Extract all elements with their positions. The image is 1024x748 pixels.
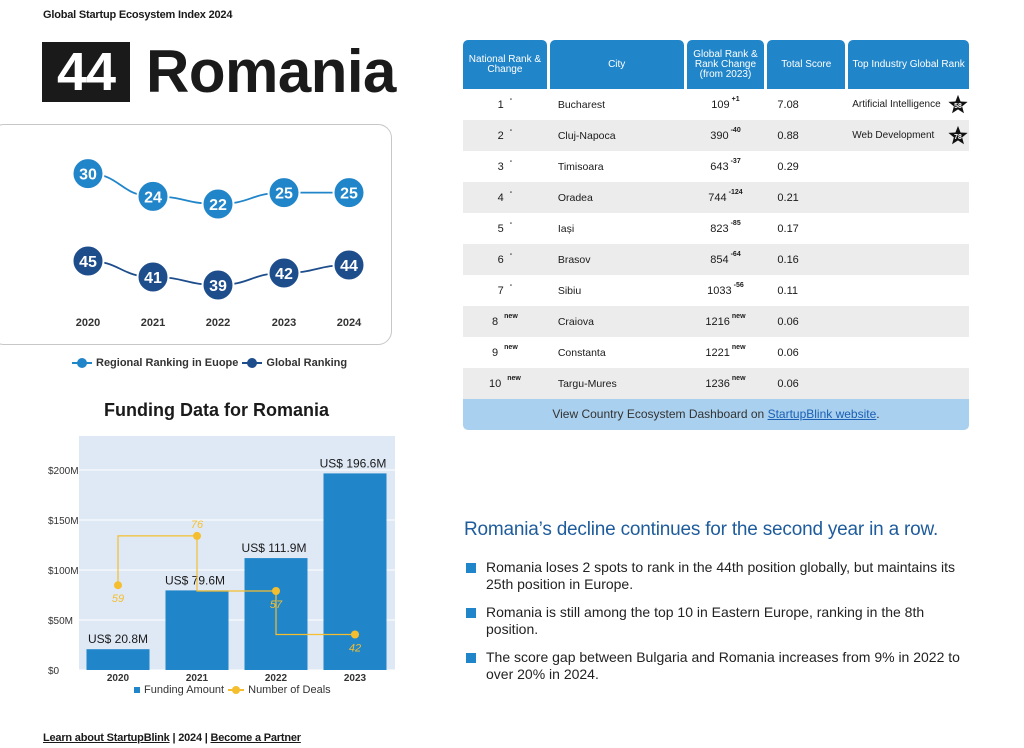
table-body <box>463 89 969 399</box>
funding-amount-legend-label: Funding Amount <box>144 684 225 696</box>
national-rank-change: - <box>509 250 513 258</box>
city-cell: Bucharest <box>557 98 606 111</box>
dashboard-link-bar <box>463 399 969 430</box>
global-rank: 109 <box>711 98 730 111</box>
funding-bar-label: US$ 79.6M <box>164 573 226 588</box>
footer-separator: | <box>204 732 208 744</box>
summary-bullets <box>466 559 966 694</box>
national-rank-cell <box>463 219 547 235</box>
global-rank-change: +1 <box>731 95 740 103</box>
global-ranking-label: 41 <box>144 270 162 287</box>
ranking-year-label: 2022 <box>205 317 231 329</box>
city-cell: Constanta <box>557 346 606 359</box>
national-rank-change: - <box>509 157 513 165</box>
city-cell: Brasov <box>557 253 591 266</box>
national-rank-cell <box>463 157 547 173</box>
col-total-score: Total Score <box>767 40 845 89</box>
global-rank: 1216 <box>705 315 730 328</box>
national-rank: 9 <box>492 346 499 359</box>
total-score-cell: 7.08 <box>777 98 799 111</box>
deals-point <box>351 631 359 639</box>
city-cell: Sibiu <box>557 284 582 297</box>
national-rank: 3 <box>497 160 504 173</box>
top-industry-name: Artificial Intelligence <box>852 99 941 110</box>
dashboard-text-end: . <box>876 407 880 421</box>
global-rank-cell <box>687 95 765 111</box>
funding-bar-label: US$ 196.6M <box>319 456 387 471</box>
national-rank-change: new <box>507 374 521 382</box>
national-rank: 6 <box>497 253 504 266</box>
funding-x-tick: 2020 <box>106 673 130 682</box>
learn-link[interactable]: Learn about StartupBlink <box>43 732 170 744</box>
global-ranking-label: 42 <box>275 266 293 283</box>
startupblink-link[interactable]: StartupBlink website <box>767 407 877 421</box>
national-rank-cell <box>463 312 547 328</box>
national-rank-change: new <box>504 312 518 320</box>
global-legend-marker <box>242 358 262 368</box>
ranking-year-label: 2021 <box>140 317 166 329</box>
regional-legend-label: Regional Ranking in Euope <box>96 357 239 369</box>
total-score-cell: 0.21 <box>777 191 799 204</box>
bullet-marker <box>466 653 476 663</box>
global-rank: 1236 <box>705 377 730 390</box>
top-industry-name: Web Development <box>852 130 935 141</box>
funding-legend <box>134 684 331 696</box>
global-rank-change: -85 <box>730 219 741 227</box>
city-cell: Craiova <box>557 315 595 328</box>
partner-link[interactable]: Become a Partner <box>210 732 301 744</box>
total-score-cell: 0.88 <box>777 129 799 142</box>
global-rank: 744 <box>708 191 727 204</box>
national-rank-cell <box>463 188 547 204</box>
national-rank-cell <box>463 281 547 297</box>
funding-chart <box>0 430 400 682</box>
city-cell: Timisoara <box>557 160 604 173</box>
global-rank: 1221 <box>705 346 730 359</box>
table-row <box>463 306 969 337</box>
national-rank-change: - <box>509 126 513 134</box>
col-city: City <box>550 40 684 89</box>
global-rank-change: new <box>731 374 746 382</box>
funding-bar <box>166 590 229 670</box>
bullet-marker <box>466 608 476 618</box>
city-cell: Oradea <box>557 191 593 204</box>
city-cell: Targu-Mures <box>557 377 617 390</box>
global-rank-cell <box>687 219 765 235</box>
national-rank: 1 <box>497 98 504 111</box>
industry-rank-star-icon <box>947 94 969 116</box>
funding-y-tick: $200M <box>48 466 79 477</box>
bullet-text: Romania loses 2 spots to rank in the 44th position globally, but maintains its 25th position in Europe. <box>486 559 955 592</box>
city-ranking-table <box>463 40 969 430</box>
col-national-rank: National Rank & Change <box>463 40 547 89</box>
global-rank-cell <box>687 312 765 328</box>
funding-y-tick: $0 <box>48 666 60 677</box>
regional-ranking-label: 30 <box>79 166 97 184</box>
national-rank-cell <box>463 95 547 111</box>
deals-label: 42 <box>348 642 362 655</box>
funding-x-tick: 2022 <box>264 673 288 682</box>
country-title: Romania <box>146 38 396 105</box>
national-rank-change: - <box>509 95 513 103</box>
global-rank-cell <box>687 374 765 390</box>
deals-label: 59 <box>111 593 125 606</box>
national-rank-cell <box>463 250 547 266</box>
national-rank-change: - <box>509 219 513 227</box>
regional-ranking-label: 24 <box>144 189 162 207</box>
city-cell: Iași <box>557 222 575 235</box>
page-footer <box>43 732 301 744</box>
global-rank: 854 <box>710 253 729 266</box>
global-rank-cell <box>687 250 765 266</box>
bullet-item <box>466 649 966 683</box>
funding-y-tick: $50M <box>48 616 74 627</box>
total-score-cell: 0.06 <box>777 377 799 390</box>
summary-headline: Romania’s decline continues for the second year in a row. <box>464 519 939 540</box>
regional-ranking-label: 25 <box>275 185 293 203</box>
national-rank-cell <box>463 126 547 142</box>
funding-y-tick: $100M <box>48 566 79 577</box>
total-score-cell: 0.29 <box>777 160 799 173</box>
deals-label: 76 <box>190 518 204 531</box>
table-row <box>463 120 969 151</box>
global-ranking-label: 45 <box>79 254 97 271</box>
report-label: Global Startup Ecosystem Index 2024 <box>43 9 233 21</box>
global-rank-change: -64 <box>730 250 741 258</box>
national-rank: 5 <box>497 222 504 235</box>
ranking-year-label: 2020 <box>75 317 101 329</box>
national-rank-cell <box>463 343 547 359</box>
table-row <box>463 151 969 182</box>
global-ranking-label: 44 <box>340 258 358 275</box>
industry-rank-star-icon <box>947 125 969 147</box>
table-row <box>463 368 969 399</box>
bullet-text: The score gap between Bulgaria and Romania increases from 9% in 2022 to over 20% in 2024. <box>486 649 960 682</box>
deals-legend-label: Number of Deals <box>248 684 331 696</box>
table-header <box>463 40 969 89</box>
ranking-legend <box>72 357 347 369</box>
national-rank-change: - <box>509 188 513 196</box>
ranking-year-label: 2024 <box>336 317 362 329</box>
funding-x-tick: 2021 <box>185 673 209 682</box>
funding-y-tick: $150M <box>48 516 79 527</box>
deals-label: 57 <box>269 599 283 611</box>
global-legend-label: Global Ranking <box>266 357 348 369</box>
svg-text:58: 58 <box>954 102 962 110</box>
top-industry-cell <box>848 94 969 116</box>
total-score-cell: 0.17 <box>777 222 799 235</box>
deals-legend-marker <box>228 686 244 694</box>
national-rank: 2 <box>497 129 504 142</box>
national-rank-cell <box>463 374 547 390</box>
svg-text:78: 78 <box>954 133 962 141</box>
total-score-cell: 0.06 <box>777 346 799 359</box>
global-rank: 643 <box>710 160 729 173</box>
global-rank-change: -37 <box>730 157 741 165</box>
regional-ranking-label: 25 <box>340 185 358 203</box>
total-score-cell: 0.11 <box>777 284 798 297</box>
global-rank-change: new <box>731 343 746 351</box>
footer-separator: | <box>172 732 176 744</box>
regional-ranking-label: 22 <box>209 197 227 214</box>
funding-bar-label: US$ 111.9M <box>241 541 307 556</box>
funding-amount-legend-marker <box>134 687 140 693</box>
funding-x-tick: 2023 <box>343 673 367 682</box>
funding-chart-title: Funding Data for Romania <box>104 400 329 420</box>
national-rank-change: - <box>509 281 513 289</box>
top-industry-cell <box>848 125 969 147</box>
total-score-cell: 0.06 <box>777 315 799 328</box>
total-score-cell: 0.16 <box>777 253 799 266</box>
national-rank-change: new <box>504 343 518 351</box>
table-row <box>463 213 969 244</box>
bullet-item <box>466 604 966 638</box>
global-rank: 390 <box>710 129 729 142</box>
ranking-year-label: 2023 <box>271 317 297 329</box>
global-rank-badge: 44 <box>42 42 130 102</box>
global-rank-cell <box>687 343 765 359</box>
table-row <box>463 89 969 120</box>
global-rank-change: new <box>731 312 746 320</box>
regional-legend-marker <box>72 358 92 368</box>
col-global-rank: Global Rank & Rank Change (from 2023) <box>687 40 765 89</box>
table-row <box>463 275 969 306</box>
bullet-marker <box>466 563 476 573</box>
deals-point <box>114 581 122 589</box>
global-rank: 1033 <box>707 284 732 297</box>
global-rank-cell <box>687 126 765 142</box>
footer-year: 2024 <box>178 732 202 744</box>
global-rank-change: -124 <box>728 188 743 196</box>
deals-point <box>193 532 201 540</box>
city-cell: Cluj-Napoca <box>557 129 616 142</box>
national-rank: 7 <box>497 284 504 297</box>
bullet-item <box>466 559 966 593</box>
table-row <box>463 182 969 213</box>
dashboard-text: View Country Ecosystem Dashboard on <box>552 407 768 421</box>
global-rank-cell <box>687 157 765 173</box>
deals-point <box>272 587 280 595</box>
table-row <box>463 337 969 368</box>
funding-bar-label: US$ 20.8M <box>87 632 149 647</box>
global-rank-cell <box>687 188 765 204</box>
global-rank-change: -40 <box>730 126 741 134</box>
global-rank: 823 <box>710 222 729 235</box>
funding-bar <box>324 473 387 670</box>
col-top-industry: Top Industry Global Rank <box>848 40 969 89</box>
bullet-text: Romania is still among the top 10 in Eastern Europe, ranking in the 8th position. <box>486 604 925 637</box>
national-rank: 4 <box>497 191 504 204</box>
global-rank-change: -56 <box>733 281 744 289</box>
global-rank-cell <box>687 281 765 297</box>
global-ranking-label: 39 <box>209 278 227 295</box>
national-rank: 10 <box>488 377 502 390</box>
national-rank: 8 <box>492 315 499 328</box>
ranking-chart <box>0 124 400 346</box>
funding-bar <box>87 649 150 670</box>
table-row <box>463 244 969 275</box>
